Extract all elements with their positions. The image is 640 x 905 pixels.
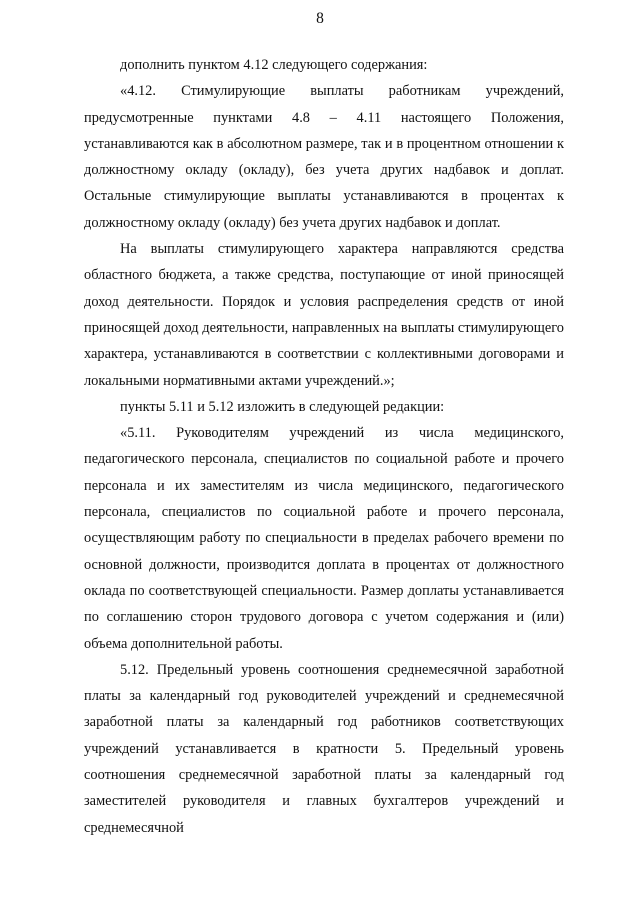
paragraph-5-12: 5.12. Предельный уровень соотношения среднемесячной заработной платы за календарный год руководителей учреждений и среднемесячной заработной платы за календарный год работников соответствующих учреждений устанавливается в кратности 5. Предельный уровень соотношения среднемесячной заработной платы за календарный год заместителей руководителя и главных бухгалтеров учреждений и среднемесячной [84, 661, 564, 836]
page-number: 8 [316, 10, 324, 27]
paragraph-intro-4-12: дополнить пунктом 4.12 следующего содержания: [120, 57, 428, 73]
paragraph-intro-5-11: пункты 5.11 и 5.12 изложить в следующей редакции: [120, 398, 445, 415]
document-body [84, 52, 564, 841]
paragraph-5-11: «5.11. Руководителям учреждений из числа медицинского, педагогического персонала, специалистов по социальной работе и прочего персонала и их заместителям из числа медицинского, педагогического персонала, специалистов по социальной работе и прочего персонала, осуществляющим работу по специальности в пределах рабочего времени по основной должности, производится доплата в процентах от должностного оклада по соответствующей специальности. Размер доплаты устанавливается по соглашению сторон трудового договора с учетом содержания и (или) объема дополнительной работы. [84, 425, 564, 652]
paragraph-4-12: «4.12. Стимулирующие выплаты работникам учреждений, предусмотренные пунктами 4.8 – 4.11 настоящего Положения, устанавливаются как в абсолютном размере, так и в процентном отношении к должностному окладу (окладу), без учета других надбавок и доплат. Остальные стимулирующие выплаты устанавливаются в процентах к должностному окладу (окладу) без учета других надбавок и доплат. [84, 83, 564, 231]
paragraph-funding: На выплаты стимулирующего характера направляются средства областного бюджета, а также средства, поступающие от иной приносящей доход деятельности. Порядок и условия распределения средств от иной приносящей доход деятельности, направленных на выплаты стимулирующего характера, устанавливаются в соответствии с коллективными договорами и локальными нормативными актами учреждений.»; [84, 241, 564, 389]
